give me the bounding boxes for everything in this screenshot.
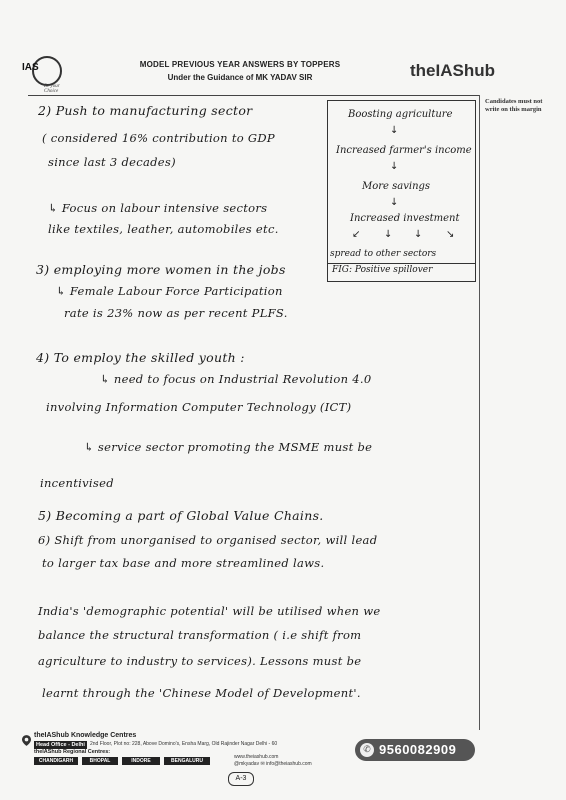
logo-tagline: Be your Choice <box>44 84 60 94</box>
header-title: MODEL PREVIOUS YEAR ANSWERS BY TOPPERS <box>139 60 341 69</box>
margin-divider <box>479 95 480 730</box>
flow-caption: FIG: Positive spillover <box>332 265 433 275</box>
margin-note: Candidates must not write on this margin <box>485 98 543 113</box>
city-badge: BENGALURU <box>164 757 210 765</box>
point-4-detail-2: involving Information Computer Technology (ICT) <box>46 400 352 414</box>
arrow-down-icon: ↓ <box>390 197 399 208</box>
city-badge: BHOPAL <box>82 757 118 765</box>
regional-centres-label: theIAShub Regional Centres: <box>34 749 111 755</box>
flow-step-5: spread to other sectors <box>330 249 437 259</box>
header-subtitle: Under the Guidance of MK YADAV SIR <box>167 73 313 82</box>
flow-step-2: Increased farmer's income <box>336 145 472 156</box>
head-office-address: 2nd Floor, Plot no: 228, Above Domino's, Ensha Marg, Old Rajinder Nagar Delhi - 60 <box>90 741 278 747</box>
arrow-down-icon: ↓ <box>390 125 399 136</box>
arrow-down-left-icon: ↙ <box>352 229 361 240</box>
city-badge: INDORE <box>122 757 160 765</box>
point-5-heading: 5) Becoming a part of Global Value Chains. <box>38 508 324 523</box>
phone-badge[interactable] <box>355 739 475 761</box>
arrow-down-icon: ↓ <box>390 161 399 172</box>
point-2-heading: 2) Push to manufacturing sector <box>38 103 253 118</box>
conclusion-line-3: agriculture to industry to services). Lessons must be <box>38 654 362 668</box>
point-2-detail-1: ( considered 16% contribution to GDP <box>42 131 275 145</box>
point-6-heading: 6) Shift from unorganised to organised sector, will lead <box>38 533 378 547</box>
head-office-label: Head Office - Delhi <box>36 742 85 748</box>
point-3-detail-2: rate is 23% now as per recent PLFS. <box>64 306 288 320</box>
point-3-heading: 3) employing more women in the jobs <box>36 262 286 277</box>
phone-number: 9560082909 <box>379 742 457 757</box>
conclusion-line-2: balance the structural transformation ( i.e shift from <box>38 628 362 642</box>
arrow-down-icon: ↓ <box>384 229 393 240</box>
flow-divider <box>328 263 475 264</box>
point-4-detail-4: incentivised <box>40 476 114 490</box>
flow-step-3: More savings <box>362 181 431 192</box>
location-pin-icon <box>22 735 31 746</box>
city-badge: CHANDIGARH <box>34 757 78 765</box>
flow-step-4: Increased investment <box>350 213 460 224</box>
conclusion-line-4: learnt through the 'Chinese Model of Development'. <box>42 686 361 700</box>
point-6-detail: to larger tax base and more streamlined laws. <box>42 556 325 570</box>
page-header <box>0 52 566 94</box>
point-4-detail-3: ↳ service sector promoting the MSME must be <box>84 440 373 454</box>
logo-text: IAS <box>22 62 39 73</box>
flow-step-1: Boosting agriculture <box>348 109 453 120</box>
positive-spillover-diagram <box>327 100 476 282</box>
conclusion-line-1: India's 'demographic potential' will be utilised when we <box>38 604 381 618</box>
brand-name: theIAShub <box>410 61 495 80</box>
website-link[interactable]: www.theiashub.com <box>234 754 279 760</box>
page-number: A-3 <box>228 772 254 786</box>
social-contacts: @mkyadav ✉ info@theiashub.com <box>234 761 312 767</box>
page-footer <box>0 728 566 800</box>
point-4-heading: 4) To employ the skilled youth : <box>36 350 245 365</box>
point-2-detail-3: ↳ Focus on labour intensive sectors <box>48 201 268 215</box>
point-2-detail-2: since last 3 decades) <box>48 155 176 169</box>
arrow-down-icon: ↓ <box>414 229 423 240</box>
iashub-logo <box>20 56 68 94</box>
arrow-down-right-icon: ↘ <box>446 229 455 240</box>
point-4-detail-1: ↳ need to focus on Industrial Revolution 4.0 <box>100 372 372 386</box>
footer-title: theIAShub Knowledge Centres <box>34 732 137 739</box>
point-2-detail-4: like textiles, leather, automobiles etc. <box>48 222 279 236</box>
header-divider <box>28 95 480 96</box>
point-3-detail-1: ↳ Female Labour Force Participation <box>56 284 283 298</box>
phone-icon: ✆ <box>360 743 374 757</box>
